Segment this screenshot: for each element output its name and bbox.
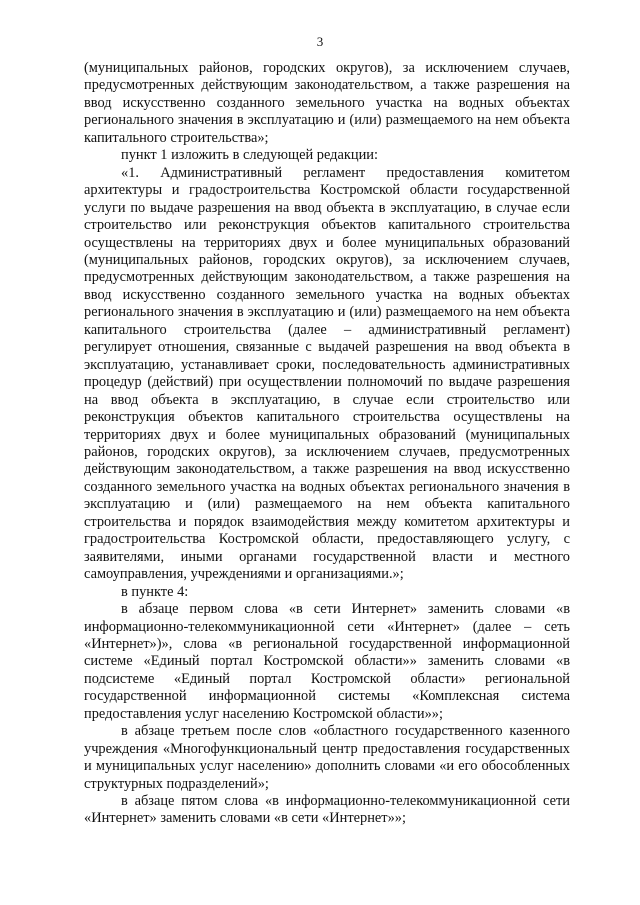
paragraph-fifth-abzac: в абзаце пятом слова «в информационно-телекоммуникационной сети «Интернет» заменить словами «в сети «Интернет»»; — [84, 793, 570, 827]
paragraph-third-abzac: в абзаце третьем после слов «областного государственного казенного учреждения «Многофункциональный центр предоставления государственных и муниципальных услуг населению» дополнить словами «и его обособленных структурных подразделений»; — [84, 723, 570, 792]
paragraph-item-1-text: «1. Административный регламент предоставления комитетом архитектуры и градостроительства Костромской области государственной услуги по выдаче разрешения на ввод объекта в эксплуатацию, в случае если строительство или реконструкция объектов капитального строительства осуществлены на территориях двух и более муниципальных образований (муниципальных районов, городских округов), за исключением случаев, предусмотренных действующим законодательством, а также разрешения на ввод искусственно созданного земельного участка на водных объектах регионального значения в эксплуатацию и (или) размещаемого на нем объекта капитального строительства (далее – административный регламент) регулирует отношения, связанные с выдачей разрешения на ввод объекта в эксплуатацию, устанавливает сроки, последовательность административных процедур (действий) при осуществлении полномочий по выдаче разрешения на ввод объекта в эксплуатацию, в случае если строительство или реконструкция объектов капитального строительства осуществлены на территориях двух и более муниципальных образований (муниципальных районов, городских округов), за исключением случаев, предусмотренных действующим законодательством, а также разрешения на ввод искусственно созданного земельного участка на водных объектах регионального значения в эксплуатацию и (или) размещаемого на нем объекта капитального строительства и порядок взаимодействия между комитетом архитектуры и градостроительства Костромской области, предоставляющего услугу, с заявителями, иными органами государственной власти и местного самоуправления, учреждениями и организациями.»; — [84, 164, 570, 583]
paragraph-first-abzac: в абзаце первом слова «в сети Интернет» заменить словами «в информационно-телекоммуникационной сети «Интернет» (далее – сеть «Интернет»)», слова «в региональной государственной информационной системе «Единый портал Костромской области»» заменить словами «в подсистеме «Единый портал Костромской области» региональной государственной информационной системы «Комплексная система предоставления услуг населению Костромской области»»; — [84, 601, 570, 722]
page-number: 3 — [316, 34, 324, 49]
paragraph-item-1-heading: пункт 1 изложить в следующей редакции: — [121, 147, 378, 164]
paragraph-item-4-heading: в пункте 4: — [121, 583, 189, 600]
paragraph-continuation: (муниципальных районов, городских округов), за исключением случаев, предусмотренных действующим законодательством, а также разрешения на ввод искусственно созданного земельного участка на водных объектах регионального значения в эксплуатацию и (или) размещаемого на нем объекта капитального строительства»; — [84, 60, 570, 146]
document-body — [84, 60, 570, 828]
